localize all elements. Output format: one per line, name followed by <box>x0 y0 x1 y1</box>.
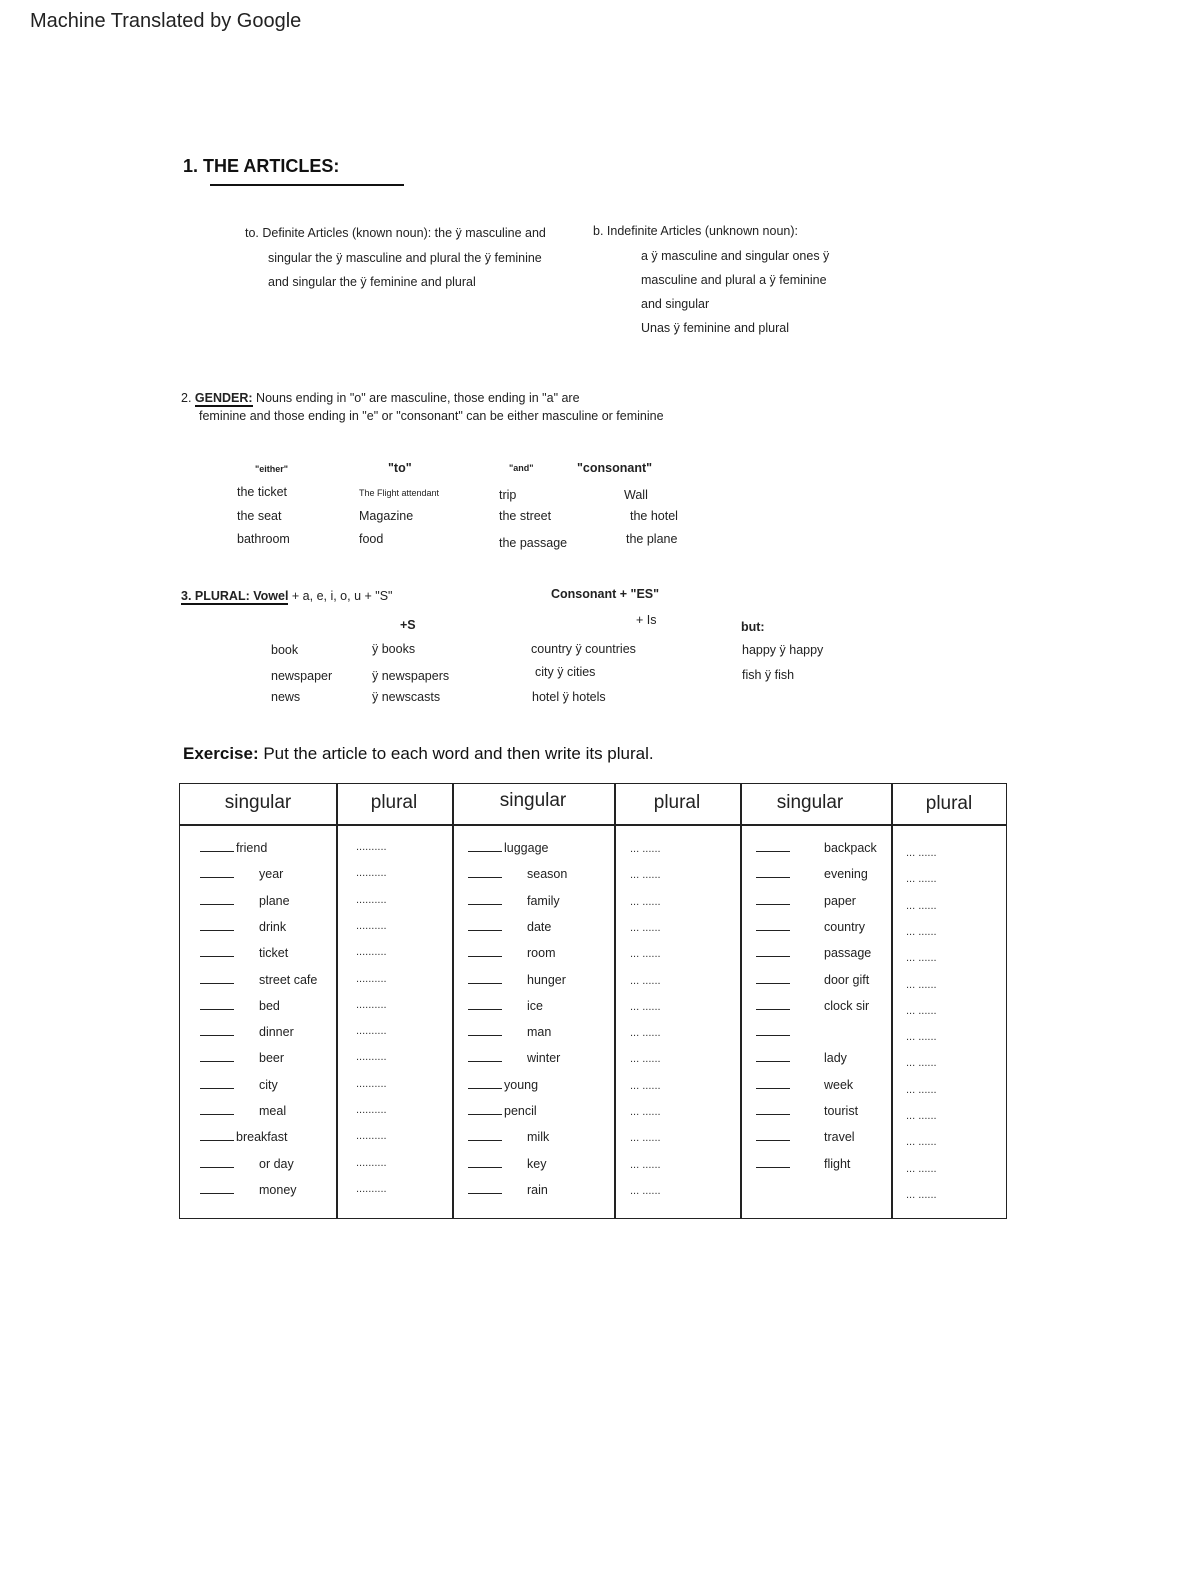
article-blank[interactable] <box>200 956 234 957</box>
exercise-word: backpack <box>824 841 877 855</box>
exercise-item <box>756 972 870 987</box>
exercise-word: season <box>527 867 568 882</box>
article-blank[interactable] <box>200 930 234 931</box>
exercise-word: friend <box>236 841 268 855</box>
exercise-item <box>468 919 552 934</box>
plural-answer-blank[interactable]: ... ...... <box>906 1083 937 1096</box>
plural-answer-blank[interactable]: .......... <box>356 1025 387 1038</box>
gender-word: bathroom <box>237 532 290 546</box>
section-articles-title: 1. THE ARTICLES: <box>183 156 340 176</box>
gender-header-and: "and" <box>509 463 534 473</box>
exercise-word: young <box>504 1077 539 1092</box>
article-blank[interactable] <box>756 1140 790 1141</box>
article-blank[interactable] <box>756 983 790 984</box>
indefinite-line-1: b. Indefinite Articles (unknown noun): <box>593 224 798 238</box>
article-blank[interactable] <box>200 1061 234 1062</box>
plural-answer-blank[interactable]: ... ...... <box>630 1184 661 1197</box>
exercise-word: milk <box>527 1130 550 1145</box>
article-blank[interactable] <box>468 1061 502 1062</box>
plural-answer-blank[interactable]: .......... <box>356 1156 387 1169</box>
article-blank[interactable] <box>200 1009 234 1010</box>
exercise-item <box>756 1156 851 1171</box>
plural-answer-blank[interactable]: ... ...... <box>906 899 937 912</box>
definite-line-2: singular the ÿ masculine and plural the ÿ feminine <box>268 251 542 265</box>
plus-is-label: + Is <box>636 613 657 627</box>
gender-line-2: feminine and those ending in "e" or "consonant" can be either masculine or feminine <box>199 409 664 423</box>
table-column-divider <box>336 784 338 1218</box>
table-header-divider <box>180 824 1006 826</box>
exercise-word: luggage <box>504 841 549 855</box>
plural-answer-blank[interactable]: ... ...... <box>906 1162 937 1175</box>
exercise-word: rain <box>527 1182 548 1197</box>
article-blank[interactable] <box>468 1035 502 1036</box>
plural-answer-blank[interactable]: .......... <box>356 919 387 932</box>
exercise-item <box>468 1182 548 1197</box>
plural-answer-blank[interactable]: .......... <box>356 1182 387 1195</box>
article-blank[interactable] <box>756 1009 790 1010</box>
exercise-item <box>756 1025 792 1039</box>
article-blank[interactable] <box>200 904 234 905</box>
plural-label: 3. PLURAL: Vowel <box>181 589 289 603</box>
plural-exception: happy ÿ happy <box>742 643 824 657</box>
exercise-word: tourist <box>824 1104 859 1118</box>
indefinite-line-4: and singular <box>641 297 710 311</box>
table-column-divider <box>614 784 616 1218</box>
table-column-divider <box>891 784 893 1218</box>
table-column-divider <box>740 784 742 1218</box>
exercise-item <box>200 1104 287 1118</box>
exercise-item <box>756 919 865 934</box>
article-blank[interactable] <box>756 1061 790 1062</box>
table-header-singular: singular <box>224 792 292 813</box>
exercise-word: room <box>527 946 556 961</box>
plural-answer-blank[interactable]: ... ...... <box>630 948 661 961</box>
plural-example: ÿ books <box>372 642 416 656</box>
plural-answer-blank[interactable]: .......... <box>356 1130 387 1143</box>
article-blank[interactable] <box>200 1035 234 1036</box>
plural-example: country ÿ countries <box>531 642 636 656</box>
definite-line-3: and singular the ÿ feminine and plural <box>268 275 476 289</box>
plural-example: news <box>271 690 301 704</box>
plural-answer-blank[interactable]: ... ...... <box>630 869 661 882</box>
exercise-word: key <box>527 1156 547 1171</box>
exercise-word: travel <box>824 1130 855 1145</box>
article-blank[interactable] <box>756 851 790 852</box>
exercise-word: breakfast <box>236 1130 288 1145</box>
table-header-plural: plural <box>653 792 701 813</box>
exercise-item <box>468 946 556 961</box>
article-blank[interactable] <box>468 1114 502 1115</box>
article-blank[interactable] <box>200 851 234 852</box>
plural-example: book <box>271 643 299 657</box>
exercise-item <box>200 867 284 882</box>
but-label: but: <box>741 620 765 634</box>
exercise-table <box>179 783 1007 1219</box>
exercise-item <box>200 841 267 855</box>
exercise-word: ticket <box>259 946 289 961</box>
article-blank[interactable] <box>200 877 234 878</box>
exercise-word: flight <box>824 1156 851 1171</box>
plural-example: ÿ newspapers <box>372 669 450 683</box>
plural-answer-blank[interactable]: .......... <box>356 841 387 853</box>
article-blank[interactable] <box>468 983 502 984</box>
gender-header-consonant: "consonant" <box>577 461 653 475</box>
plural-answer-blank[interactable]: ... ...... <box>906 952 937 965</box>
article-blank[interactable] <box>468 877 502 878</box>
article-blank[interactable] <box>756 904 790 905</box>
exercise-item <box>468 1156 547 1171</box>
exercise-item <box>468 1025 552 1040</box>
plural-answer-blank[interactable]: ... ...... <box>630 1132 661 1145</box>
article-blank[interactable] <box>756 1035 790 1036</box>
article-blank[interactable] <box>756 930 790 931</box>
plural-answer-blank[interactable]: .......... <box>356 946 387 959</box>
article-blank[interactable] <box>756 1088 790 1089</box>
article-blank[interactable] <box>200 1193 234 1194</box>
title-underline <box>210 184 404 186</box>
plural-answer-blank[interactable]: ... ...... <box>906 1110 937 1122</box>
article-blank[interactable] <box>468 1193 502 1194</box>
exercise-item <box>200 1025 294 1040</box>
article-blank[interactable] <box>200 983 234 984</box>
article-blank[interactable] <box>200 1140 234 1141</box>
exercise-item <box>200 919 287 934</box>
plural-exception: fish ÿ fish <box>742 668 795 682</box>
consonant-rule: Consonant + "ES" <box>551 587 660 601</box>
article-blank[interactable] <box>468 1009 502 1010</box>
indefinite-line-3: masculine and plural a ÿ feminine <box>641 273 827 287</box>
plural-answer-blank[interactable]: ... ...... <box>906 873 937 886</box>
article-blank[interactable] <box>756 877 790 878</box>
exercise-word: country <box>824 919 865 934</box>
plural-example: city ÿ cities <box>535 665 596 679</box>
exercise-item <box>468 1078 538 1092</box>
exercise-item <box>468 867 568 882</box>
exercise-title: Exercise: Put the article to each word and then write its plural. <box>183 744 654 763</box>
plural-answer-blank[interactable]: ... ...... <box>630 1106 661 1118</box>
plural-answer-blank[interactable]: ... ...... <box>906 1136 937 1149</box>
exercise-item <box>756 893 856 908</box>
exercise-item <box>756 1104 859 1118</box>
plural-answer-blank[interactable]: ... ...... <box>630 1053 661 1066</box>
article-blank[interactable] <box>468 1088 502 1089</box>
plural-answer-blank[interactable]: ... ...... <box>630 921 661 934</box>
article-blank[interactable] <box>756 956 790 957</box>
gender-word: Magazine <box>359 509 414 523</box>
article-blank[interactable] <box>468 904 502 905</box>
plural-answer-blank[interactable]: .......... <box>356 998 387 1011</box>
exercise-word: winter <box>527 1051 561 1066</box>
exercise-item <box>200 946 289 961</box>
exercise-word: week <box>824 1077 854 1092</box>
exercise-word: bed <box>259 998 280 1013</box>
article-blank[interactable] <box>200 1114 234 1115</box>
article-blank[interactable] <box>756 1167 790 1168</box>
exercise-item <box>200 998 280 1013</box>
plural-answer-blank[interactable]: .......... <box>356 893 387 906</box>
exercise-word: drink <box>259 919 287 934</box>
exercise-word: lady <box>824 1051 847 1066</box>
gender-word: the passage <box>499 536 568 550</box>
article-blank[interactable] <box>468 1167 502 1168</box>
gender-word: food <box>359 532 384 546</box>
exercise-item <box>200 1051 285 1066</box>
exercise-word: city <box>259 1077 278 1092</box>
plural-answer-blank[interactable]: ... ...... <box>906 847 937 859</box>
plural-answer-blank[interactable]: .......... <box>356 1104 387 1116</box>
table-header-singular: singular <box>499 790 567 811</box>
exercise-word: hunger <box>527 972 566 987</box>
plural-answer-blank[interactable]: ... ...... <box>906 925 937 938</box>
gender-label: GENDER: <box>194 391 253 405</box>
indefinite-line-5: Unas ÿ feminine and plural <box>641 321 789 335</box>
gender-word: trip <box>499 488 517 502</box>
exercise-word: money <box>259 1182 297 1197</box>
plural-answer-blank[interactable]: ... ...... <box>630 1079 661 1092</box>
plural-answer-blank[interactable]: ... ...... <box>630 1000 661 1013</box>
definite-line-1: to. Definite Articles (known noun): the ÿ masculine and <box>245 226 546 240</box>
plural-answer-blank[interactable]: .......... <box>356 1077 387 1090</box>
plural-answer-blank[interactable]: ... ...... <box>906 978 937 991</box>
plural-answer-blank[interactable]: ... ...... <box>630 895 661 908</box>
plural-answer-blank[interactable]: ... ...... <box>906 1004 937 1017</box>
gender-header-to: "to" <box>388 461 412 475</box>
exercise-item <box>200 1182 297 1197</box>
table-header-singular: singular <box>776 792 844 813</box>
table-column-divider <box>452 784 454 1218</box>
table-header-plural: plural <box>925 793 973 814</box>
exercise-item <box>756 946 872 961</box>
exercise-word: beer <box>259 1051 285 1066</box>
exercise-item <box>200 1130 287 1144</box>
exercise-word: family <box>527 893 560 908</box>
article-blank[interactable] <box>468 1140 502 1141</box>
exercise-item <box>756 1051 847 1066</box>
gender-word: the hotel <box>630 509 678 523</box>
gender-word: the plane <box>626 532 678 546</box>
exercise-word: pencil <box>504 1104 537 1118</box>
article-blank[interactable] <box>756 1114 790 1115</box>
exercise-word: dinner <box>259 1025 294 1040</box>
exercise-word: paper <box>824 893 856 908</box>
exercise-item <box>468 893 560 908</box>
gender-word: the seat <box>237 509 282 523</box>
table-header-plural: plural <box>370 792 418 813</box>
gender-line-1: 2. GENDER: Nouns ending in "o" are masculine, those ending in "a" are <box>181 391 580 405</box>
plural-answer-blank[interactable]: .......... <box>356 867 387 880</box>
exercise-word: clock sir <box>824 998 870 1013</box>
plural-answer-blank[interactable]: ... ...... <box>906 1031 937 1044</box>
article-blank[interactable] <box>200 1167 234 1168</box>
plural-example: hotel ÿ hotels <box>532 690 606 704</box>
plural-answer-blank[interactable]: ... ...... <box>630 1158 661 1171</box>
exercise-item <box>468 841 549 855</box>
gender-header-either: "either" <box>255 464 289 474</box>
plural-rule: 3. PLURAL: Vowel + a, e, i, o, u + "S" <box>181 589 393 603</box>
exercise-item <box>200 1156 294 1171</box>
exercise-item <box>756 841 877 855</box>
plural-answer-blank[interactable]: ... ...... <box>630 1027 661 1040</box>
exercise-word: ice <box>527 998 543 1013</box>
exercise-word: or day <box>259 1156 294 1171</box>
plural-answer-blank[interactable]: .......... <box>356 972 387 985</box>
gender-word: Wall <box>624 488 648 502</box>
plural-answer-blank[interactable]: ... ...... <box>906 1188 937 1201</box>
exercise-word: year <box>259 867 284 882</box>
exercise-item <box>468 1104 537 1118</box>
plural-example: newspaper <box>271 669 333 683</box>
exercise-word: meal <box>259 1104 287 1118</box>
exercise-item <box>756 1130 855 1145</box>
indefinite-line-2: a ÿ masculine and singular ones ÿ <box>641 249 830 263</box>
gender-word: the ticket <box>237 485 288 499</box>
exercise-word: door gift <box>824 972 870 987</box>
exercise-word: passage <box>824 946 872 961</box>
exercise-word: evening <box>824 867 868 882</box>
plus-s-label: +S <box>400 618 416 632</box>
exercise-item <box>468 972 566 987</box>
gender-word: The Flight attendant <box>359 488 440 498</box>
exercise-item <box>468 1130 550 1145</box>
article-blank[interactable] <box>468 851 502 852</box>
exercise-word: man <box>527 1025 552 1040</box>
exercise-item <box>200 1077 278 1092</box>
exercise-word: street cafe <box>259 972 318 987</box>
plural-answer-blank[interactable]: ... ...... <box>630 974 661 987</box>
exercise-item <box>200 972 318 987</box>
exercise-item <box>200 893 290 908</box>
plural-example: ÿ newscasts <box>372 690 441 704</box>
exercise-item <box>756 867 868 882</box>
plural-answer-blank[interactable]: ... ...... <box>630 843 661 855</box>
gender-word: the street <box>499 509 552 523</box>
machine-translated-banner: Machine Translated by Google <box>30 10 302 32</box>
exercise-item <box>468 1051 561 1066</box>
article-blank[interactable] <box>468 930 502 931</box>
exercise-item <box>468 998 543 1013</box>
exercise-item <box>756 998 870 1013</box>
exercise-word: plane <box>259 893 290 908</box>
article-blank[interactable] <box>468 956 502 957</box>
article-blank[interactable] <box>200 1088 234 1089</box>
exercise-item <box>756 1077 854 1092</box>
exercise-word: date <box>527 919 552 934</box>
plural-answer-blank[interactable]: .......... <box>356 1051 387 1064</box>
plural-answer-blank[interactable]: ... ...... <box>906 1057 937 1070</box>
